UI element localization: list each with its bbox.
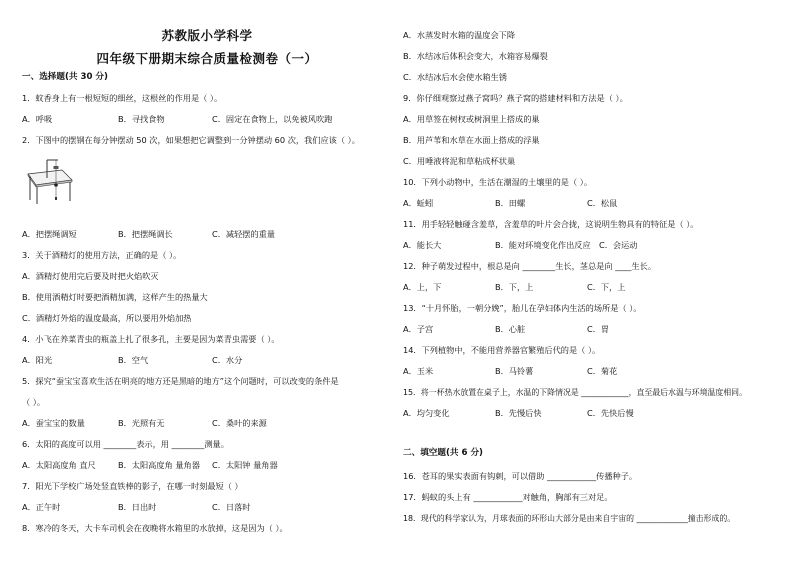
question-10: 10．下列小动物中，生活在潮湿的土壤里的是（ ）。 <box>403 177 593 187</box>
option-a: A．呼吸 <box>22 114 53 124</box>
option-c: C．减轻摆的重量 <box>212 229 276 239</box>
option-a: A．能长大 <box>403 240 442 250</box>
option-c: C．胃 <box>587 324 610 334</box>
option-b: B．把摆绳调长 <box>118 229 173 239</box>
option-a: A．玉米 <box>403 366 434 376</box>
option-a: A．把摆绳调短 <box>22 229 77 239</box>
pendulum-table-figure <box>22 154 74 206</box>
option-b: B．心脏 <box>495 324 526 334</box>
section-choice-heading: 一、选择题(共 30 分) <box>22 72 108 82</box>
question-17: 17．蚂蚁的头上有 ____________对触角，胸部有三对足。 <box>403 492 613 502</box>
question-9-option-a: A．用草签在树杈或树洞里上搭成的巢 <box>403 114 540 124</box>
option-a: A．太阳高度角 直尺 <box>22 460 96 470</box>
option-a: A．上，下 <box>403 282 442 292</box>
option-b: B．日出时 <box>118 502 157 512</box>
option-b: B．光照有无 <box>118 418 165 428</box>
option-a: A．蚯蚓 <box>403 198 434 208</box>
question-9-option-b: B．用芦苇和水草在水面上搭成的浮巢 <box>403 135 540 145</box>
question-8-option-c: C．水结冰后水会使水箱生锈 <box>403 72 507 82</box>
option-a: A．子宫 <box>403 324 434 334</box>
option-c: C．会运动 <box>599 240 638 250</box>
option-c: C．松鼠 <box>587 198 618 208</box>
option-b: B．下，上 <box>495 282 534 292</box>
question-3-option-a: A．酒精灯使用完后要及时把火焰吹灭 <box>22 271 159 281</box>
question-4: 4．小飞在养菜青虫的瓶盖上扎了很多孔，主要是因为菜青虫需要（ ）。 <box>22 334 280 344</box>
option-a: A．蚕宝宝的数量 <box>22 418 85 428</box>
question-7: 7．阳光下学校广场处竖直铁棒的影子，在哪一时刻最短（ ） <box>22 481 243 491</box>
option-a: A．阳光 <box>22 355 53 365</box>
option-b: B．田螺 <box>495 198 526 208</box>
question-14: 14．下列植物中，不能用营养器官繁殖后代的是（ ）。 <box>403 345 601 355</box>
option-c: C．水分 <box>212 355 243 365</box>
question-13: 13．“十月怀胎，一朝分娩”，胎儿在孕妇体内生活的场所是（ ）。 <box>403 303 642 313</box>
option-c: C．固定在食物上，以免被风吹跑 <box>212 114 333 124</box>
question-11: 11．用手轻轻触碰含羞草，含羞草的叶片会合拢，这说明生物具有的特征是（ ）。 <box>403 219 699 229</box>
question-8: 8．寒冷的冬天，大卡车司机会在夜晚将水箱里的水放掉，这是因为（ ）。 <box>22 523 288 533</box>
option-b: B．寻找食物 <box>118 114 165 124</box>
option-b: B．空气 <box>118 355 149 365</box>
section-fill-heading: 二、填空题(共 6 分) <box>403 448 483 458</box>
question-1: 1．蚊香身上有一根短短的细丝，这根丝的作用是（ ）。 <box>22 93 223 103</box>
option-c: C．日落时 <box>212 502 251 512</box>
question-16: 16．苍耳的果实表面有钩刺，可以借助 ____________传播种子。 <box>403 471 638 481</box>
question-12: 12．种子萌发过程中，根总是向 ________生长，茎总是向 ____生长。 <box>403 261 657 271</box>
option-c: C．先快后慢 <box>587 408 634 418</box>
question-8-option-a: A．水蒸发时水箱的温度会下降 <box>403 30 516 40</box>
option-c: C．桑叶的来源 <box>212 418 267 428</box>
option-a: A．均匀变化 <box>403 408 450 418</box>
option-b: B．太阳高度角 量角器 <box>118 460 200 470</box>
option-b: B．马铃薯 <box>495 366 534 376</box>
question-2: 2．下图中的摆钢在每分钟摆动 50 次，如果想把它调整到一分钟摆动 60 次，我们应该（ ）。 <box>22 135 360 145</box>
question-5-blank: （ ）。 <box>22 397 46 407</box>
question-3-option-b: B．使用酒精灯时要把酒精加满，这样产生的热量大 <box>22 292 208 302</box>
question-9: 9．你仔细观察过燕子窝吗？燕子窝的搭建材料和方法是（ ）。 <box>403 93 628 103</box>
exam-subtitle: 四年级下册期末综合质量检测卷（一） <box>96 51 318 66</box>
question-6: 6．太阳的高度可以用 ________表示，用 ________测量。 <box>22 439 229 449</box>
option-c: C．太阳钟 量角器 <box>212 460 278 470</box>
option-b: B．能对环境变化作出反应 <box>495 240 591 250</box>
question-15: 15．将一杯热水放置在桌子上，水温的下降情况是 ____________，直至最后水温与环境温度相同。 <box>403 388 747 397</box>
left-column <box>22 0 392 561</box>
question-3: 3．关于酒精灯的使用方法，正确的是（ ）。 <box>22 250 182 260</box>
question-8-option-b: B．水结冰后体积会变大，水箱容易爆裂 <box>403 51 548 61</box>
option-c: C．下，上 <box>587 282 626 292</box>
question-3-option-c: C．酒精灯外焰的温度最高，所以要用外焰加热 <box>22 313 192 323</box>
question-5: 5．探究“蚕宝宝喜欢生活在明亮的地方还是黑暗的地方”这个问题时，可以改变的条件是 <box>22 376 339 386</box>
option-c: C．菊花 <box>587 366 618 376</box>
question-9-option-c: C．用唾液将泥和草粘成杯状巢 <box>403 156 516 166</box>
option-b: B．先慢后快 <box>495 408 542 418</box>
right-column <box>403 0 783 561</box>
exam-title: 苏教版小学科学 <box>161 28 253 43</box>
question-18: 18．现代的科学家认为，月球表面的环形山大部分是由来自宇宙的 _____________撞击形成的。 <box>403 514 736 523</box>
option-a: A．正午时 <box>22 502 61 512</box>
